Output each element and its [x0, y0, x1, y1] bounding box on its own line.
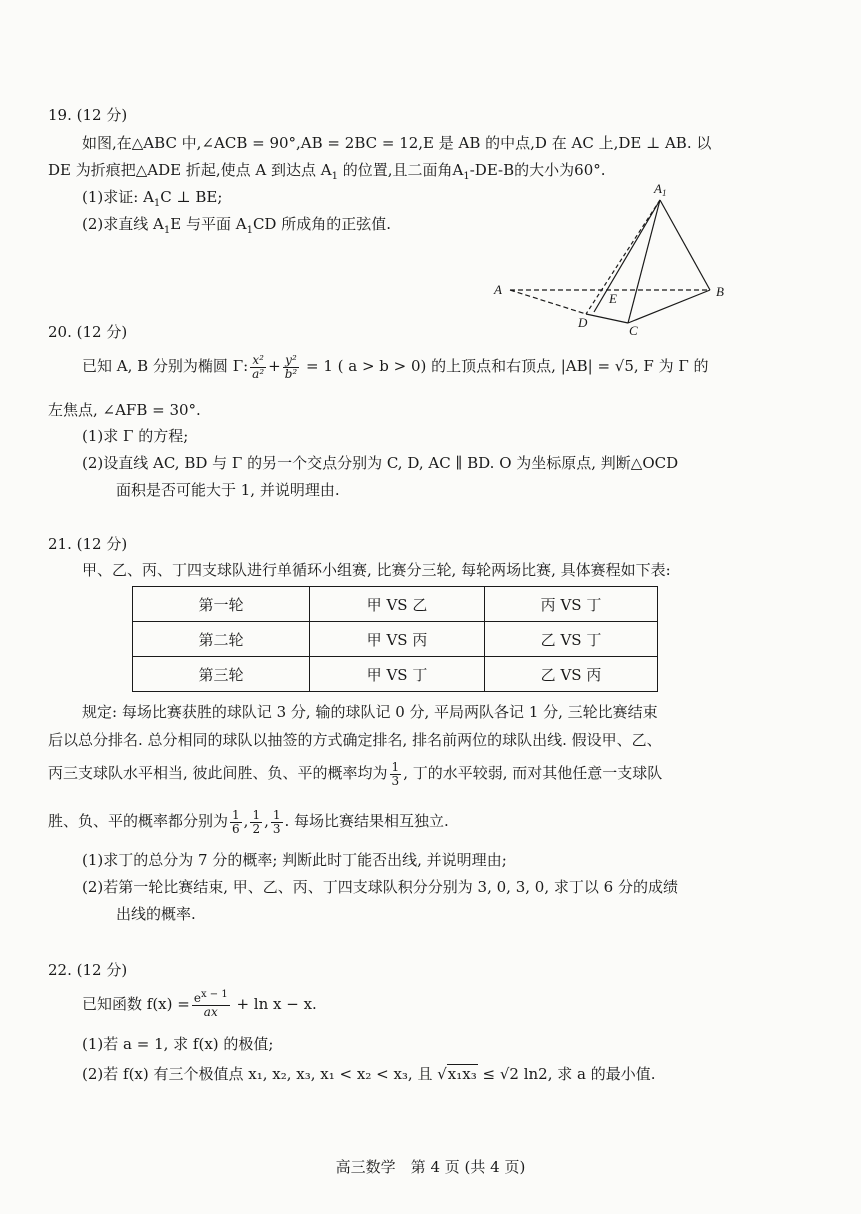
label-E: E	[609, 291, 617, 306]
table-row	[133, 587, 658, 622]
q19-part2: (2)求直线 $A_1E$ 与平面 $A_1CD$ 所成角的正弦值.	[82, 215, 391, 236]
table-cell: 第二轮	[133, 622, 310, 657]
q20-stem-line2: 左焦点, ∠AFB = 30°.	[48, 401, 201, 419]
page-footer: 高三数学 第 4 页 (共 4 页)	[335, 1158, 526, 1176]
q21-intro: 甲、乙、丙、丁四支球队进行单循环小组赛, 比赛分三轮, 每轮两场比赛, 具体赛程如下表:	[82, 561, 671, 579]
q19-stem-line2: DE 为折痕把△ADE 折起,使点 A 到达点 $A_1$ 的位置,且二面角$A_1-DE-B$的大小为60°.	[48, 161, 606, 182]
table-cell: 第三轮	[133, 657, 310, 692]
q21-rules-line1: 规定: 每场比赛获胜的球队记 3 分, 输的球队记 0 分, 平局两队各记 1 分, 三轮比赛结束	[82, 703, 658, 721]
q22-heading: 22. (12 分)	[48, 961, 128, 979]
label-A1: $A_1$	[654, 181, 667, 198]
q21-part2-line2: 出线的概率.	[116, 905, 196, 923]
q19-heading: 19. (12 分)	[48, 106, 128, 124]
q20-stem-line1: 已知 A, B 分别为椭圆 Γ: $\frac{\text{x²}}{\text{a²}}$ + $\frac{\text{y²}}{\text{b²}}$ = 1 ( a > b > 0) 的上顶点和右顶点, |AB| = √5, F 为 Γ 的	[82, 352, 709, 381]
label-C: C	[629, 323, 638, 338]
q20-part1: (1)求 Γ 的方程;	[82, 427, 189, 445]
label-D: D	[578, 315, 588, 330]
q22-part2: (2)若 f(x) 有三个极值点 x₁, x₂, x₃, x₁ < x₂ < x₃, 且 √x₁x₃ ≤ √2 ln2, 求 a 的最小值.	[82, 1065, 656, 1083]
label-A: A	[494, 282, 502, 297]
q22-stem: 已知函数 f(x) = $\frac{e^{x - 1}}{ax}$ + ln x − x.	[82, 988, 317, 1019]
table-row	[133, 622, 658, 657]
tetrahedron-figure	[488, 178, 738, 340]
q20-part2-line1: (2)设直线 AC, BD 与 Γ 的另一个交点分别为 C, D, AC ∥ BD. O 为坐标原点, 判断△OCD	[82, 454, 679, 472]
q19-part1: (1)求证: $A_1C$ ⊥ BE;	[82, 188, 223, 209]
schedule-table	[132, 586, 658, 692]
table-cell: 丙 VS 丁	[485, 587, 658, 622]
q21-rules-line4: 胜、负、平的概率都分别为 $\frac{1}{6}$ , $\frac{1}{2}$ , $\frac{1}{3}$ . 每场比赛结果相互独立.	[48, 807, 449, 836]
q21-part2-line1: (2)若第一轮比赛结束, 甲、乙、丙、丁四支球队积分分别为 3, 0, 3, 0, 求丁以 6 分的成绩	[82, 878, 678, 896]
q22-part1: (1)若 a = 1, 求 f(x) 的极值;	[82, 1035, 274, 1053]
table-cell: 第一轮	[133, 587, 310, 622]
table-cell: 乙 VS 丙	[485, 657, 658, 692]
q21-heading: 21. (12 分)	[48, 535, 128, 553]
table-cell: 乙 VS 丁	[485, 622, 658, 657]
table-cell: 甲 VS 乙	[310, 587, 485, 622]
label-B: B	[716, 284, 724, 299]
q20-part2-line2: 面积是否可能大于 1, 并说明理由.	[116, 481, 340, 499]
q19-stem-line1: 如图,在△ABC 中,∠ACB = 90°,AB = 2BC = 12,E 是 AB 的中点,D 在 AC 上,DE ⊥ AB. 以	[82, 134, 712, 152]
table-row	[133, 657, 658, 692]
table-cell: 甲 VS 丙	[310, 622, 485, 657]
table-cell: 甲 VS 丁	[310, 657, 485, 692]
q21-rules-line3: 丙三支球队水平相当, 彼此间胜、负、平的概率均为 $\frac{1}{3}$ , 丁的水平较弱, 而对其他任意一支球队	[48, 759, 663, 788]
q21-rules-line2: 后以总分排名. 总分相同的球队以抽签的方式确定排名, 排名前两位的球队出线. 假设甲、乙、	[48, 731, 662, 749]
q21-part1: (1)求丁的总分为 7 分的概率; 判断此时丁能否出线, 并说明理由;	[82, 851, 507, 869]
q20-heading: 20. (12 分)	[48, 323, 128, 341]
